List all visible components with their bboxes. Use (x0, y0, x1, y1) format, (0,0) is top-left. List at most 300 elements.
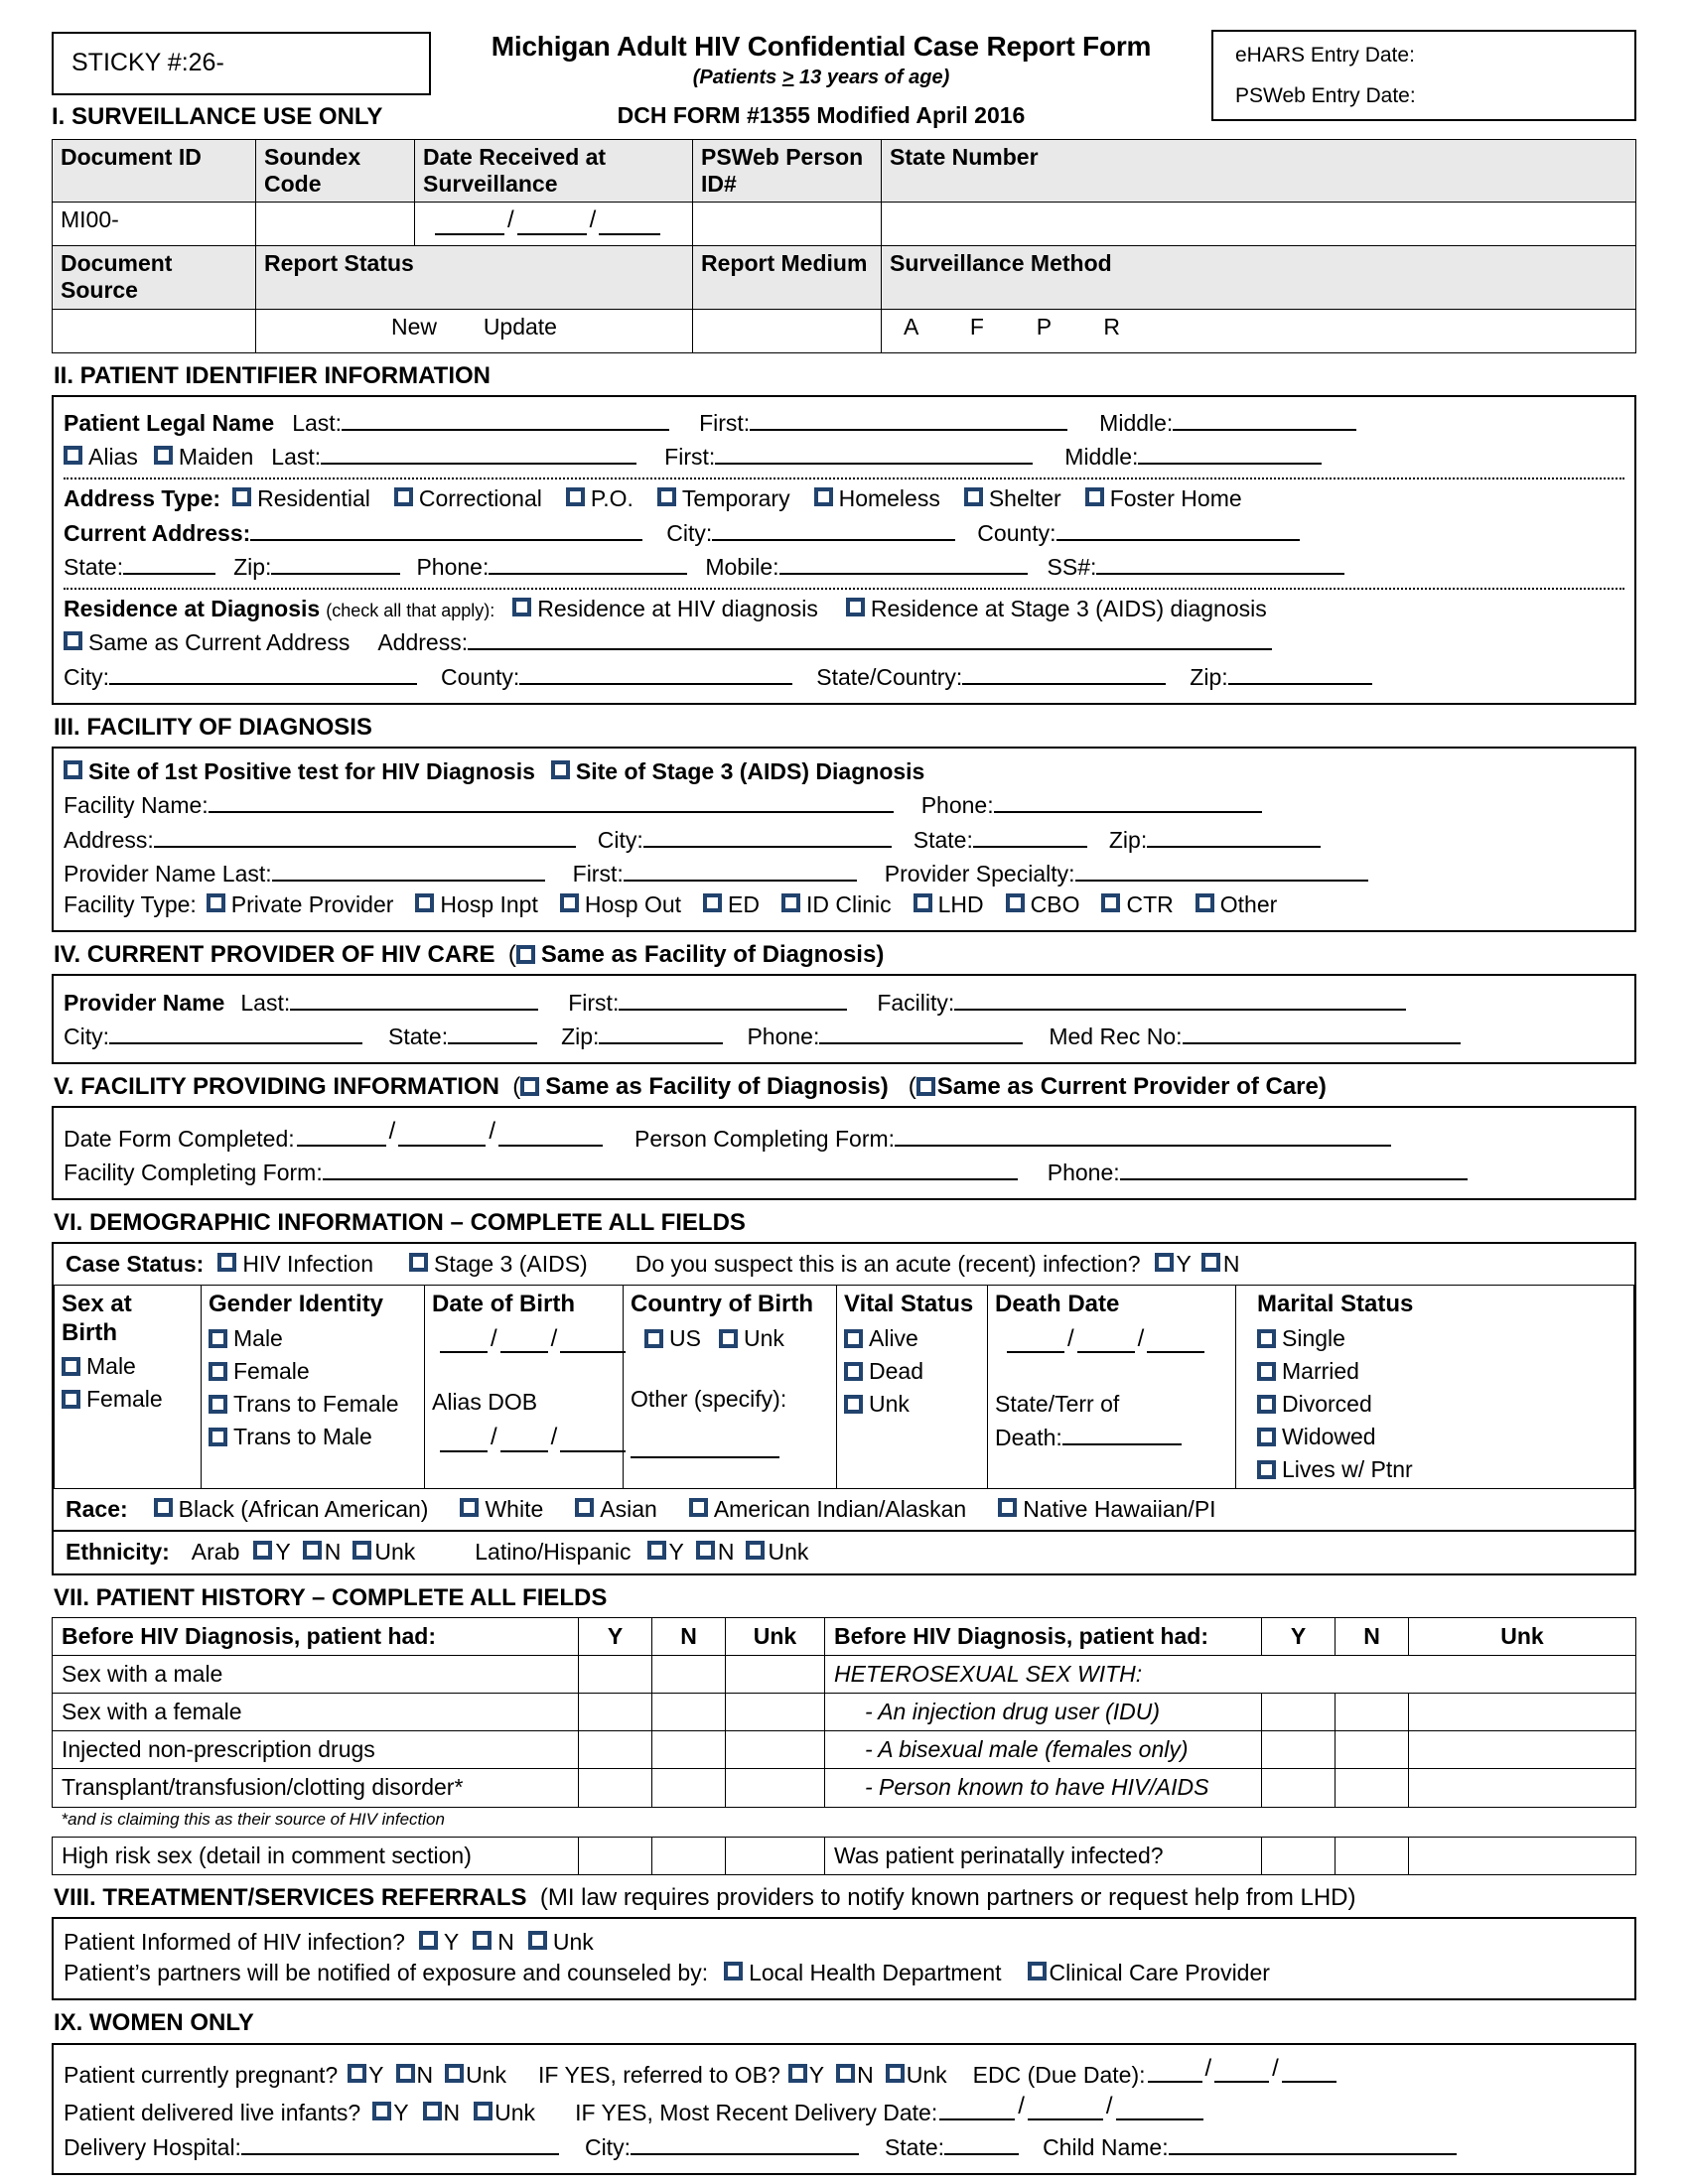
state-terr-of-label: State/Terr of (995, 1391, 1120, 1418)
delivered-question: Patient delivered live infants? (64, 2100, 361, 2126)
delivered-infants-row (64, 2093, 1624, 2126)
informed-unk-checkbox[interactable] (528, 1931, 547, 1950)
acute-no-checkbox[interactable] (1201, 1253, 1220, 1272)
zip-label: Zip: (233, 553, 272, 580)
residence-at-diagnosis-row (64, 596, 1624, 622)
alias-first-label: First: (664, 444, 716, 471)
marital-married-checkbox[interactable] (1257, 1362, 1276, 1381)
state-zip-phone-row (64, 551, 1624, 590)
cell-marital-status (1236, 1286, 1634, 1489)
same-as-current-address-label: Same as Current Address (88, 629, 351, 656)
residence-stage3-label: Residence at Stage 3 (AIDS) diagnosis (870, 596, 1267, 622)
cell-gender-identity (202, 1286, 425, 1489)
history-cell-n[interactable] (652, 1837, 726, 1874)
table-row (55, 1286, 1634, 1489)
section-3-title: III. FACILITY OF DIAGNOSIS (54, 713, 372, 741)
date-form-completed-row: Date Form Completed: / / Person Completing Form: (64, 1118, 1624, 1152)
table-row (53, 1617, 1636, 1655)
section-2-box (52, 395, 1636, 705)
history-cell-unk[interactable] (726, 1769, 825, 1807)
maiden-label: Maiden (178, 444, 254, 471)
child-name-label: Child Name: (1043, 2133, 1169, 2160)
acute-yes-checkbox[interactable] (1155, 1253, 1174, 1272)
pregnant-no-checkbox[interactable] (396, 2064, 415, 2083)
site-stage3-checkbox[interactable] (551, 760, 570, 779)
facility-type-label: Facility Type: (64, 890, 197, 917)
cell-vital-status (837, 1286, 988, 1489)
facility-type-id-clinic-label: ID Clinic (805, 890, 892, 917)
delivered-no-checkbox[interactable] (423, 2102, 442, 2120)
facility-type-ctr-label: CTR (1126, 890, 1174, 917)
col-report-status: Report Status (256, 246, 693, 309)
most-recent-delivery-input[interactable]: / / (937, 2093, 1204, 2120)
section-9-title: IX. WOMEN ONLY (54, 2009, 254, 2037)
history-cell-n[interactable] (1336, 1731, 1409, 1769)
section-8-title (54, 1884, 1636, 1912)
facility-type-private-provider-label: Private Provider (230, 890, 394, 917)
col-surveillance-method: Surveillance Method (882, 246, 1636, 309)
form-title: Michigan Adult HIV Confidential Case Report Form (491, 31, 1152, 62)
gender-female-checkbox[interactable] (209, 1362, 227, 1381)
phone-label: Phone: (416, 553, 490, 580)
maiden-checkbox[interactable] (154, 446, 173, 465)
section4-same-as-facility-label: Same as Facility of Diagnosis (540, 941, 877, 969)
race-black-label: Black (African American) (178, 1496, 429, 1523)
country-unk-label: Unk (743, 1324, 784, 1351)
referred-ob-yes-checkbox[interactable] (788, 2064, 807, 2083)
address-type-foster-home-label: Foster Home (1109, 485, 1242, 512)
cell-report-medium[interactable] (693, 309, 882, 352)
history-row-high-risk-sex: High risk sex (detail in comment section) (53, 1837, 579, 1874)
facility-completing-form-label: Facility Completing Form: (64, 1159, 323, 1185)
history-cell-unk[interactable] (726, 1694, 825, 1731)
facility-provider-first-label: First: (572, 860, 624, 887)
site-first-positive-checkbox[interactable] (64, 760, 82, 779)
provider-first-label: First: (568, 989, 620, 1016)
table-row (53, 140, 1636, 203)
provider-zip-label: Zip: (561, 1023, 600, 1049)
section-1-title: I. SURVEILLANCE USE ONLY (52, 102, 383, 130)
residence-city-label: City: (64, 663, 109, 690)
facility-provider-row (64, 858, 1624, 887)
alias-dob-input[interactable]: / / (432, 1424, 628, 1451)
acute-yes-label: Y (1176, 1251, 1192, 1278)
gender-male-checkbox[interactable] (209, 1329, 227, 1348)
ethnicity-arab-label: Arab (191, 1539, 240, 1566)
delivered-yes-label: Y (393, 2100, 409, 2126)
facility-name-row (64, 789, 1624, 819)
table-row (53, 1769, 1636, 1807)
history-row-person-known-hiv: - Person known to have HIV/AIDS (825, 1769, 1262, 1807)
ethnicity-arab-no-checkbox[interactable] (303, 1541, 322, 1560)
gender-trans-to-male-label: Trans to Male (233, 1424, 372, 1450)
facility-type-hosp-out-checkbox[interactable] (560, 893, 579, 912)
address-type-residential-label: Residential (257, 485, 370, 512)
history-row-bisexual-male: - A bisexual male (females only) (825, 1731, 1262, 1769)
death-state-label: Death: (995, 1425, 1062, 1451)
facility-provider-name-label: Provider Name Last: (64, 860, 272, 887)
marital-lives-with-partner-label: Lives w/ Ptnr (1282, 1456, 1413, 1483)
vital-unk-checkbox[interactable] (844, 1395, 863, 1414)
ethnicity-latino-yes-checkbox[interactable] (647, 1541, 666, 1560)
history-right-y-header: Y (1262, 1617, 1336, 1655)
vital-status-header: Vital Status (844, 1291, 974, 1318)
facility-type-ctr-checkbox[interactable] (1101, 893, 1120, 912)
section-3-box (52, 747, 1636, 932)
current-address-row (64, 517, 1624, 547)
residence-hiv-label: Residence at HIV diagnosis (537, 596, 818, 622)
cell-sex-at-birth (55, 1286, 202, 1489)
death-date-input[interactable]: / / (995, 1325, 1206, 1353)
referred-ob-unk-checkbox[interactable] (886, 2064, 905, 2083)
address-type-shelter-checkbox[interactable] (964, 487, 983, 506)
partners-notified-row (64, 1960, 1624, 1986)
history-row-sex-with-female: Sex with a female (53, 1694, 579, 1731)
method-a[interactable]: A (904, 313, 918, 340)
history-cell-unk[interactable] (1409, 1694, 1636, 1731)
country-unk-checkbox[interactable] (719, 1329, 738, 1348)
legal-name-label: Patient Legal Name (64, 410, 275, 437)
case-status-hiv-checkbox[interactable] (217, 1253, 236, 1272)
ehars-entry-box[interactable] (1211, 30, 1636, 121)
ethnicity-arab-unk-checkbox[interactable] (352, 1541, 371, 1560)
residence-address-label: Address: (377, 629, 469, 656)
site-stage3-label: Site of Stage 3 (AIDS) Diagnosis (575, 758, 925, 785)
method-r[interactable]: R (1103, 313, 1121, 340)
provider-facility-label: Facility: (877, 989, 955, 1016)
history-cell-unk[interactable] (1409, 1837, 1636, 1874)
section4-same-as-facility-checkbox[interactable] (516, 945, 535, 964)
pregnant-question: Patient currently pregnant? (64, 2061, 339, 2088)
date-of-birth-header: Date of Birth (432, 1291, 575, 1318)
ethnicity-latino-label: Latino/Hispanic (475, 1539, 632, 1566)
death-date-header: Death Date (995, 1291, 1120, 1318)
cell-report-status[interactable] (256, 309, 693, 352)
history-cell-n[interactable] (1336, 1694, 1409, 1731)
country-other-input[interactable] (631, 1434, 779, 1458)
case-status-row (66, 1251, 1622, 1278)
section-8-title-text: VIII. TREATMENT/SERVICES REFERRALS (54, 1883, 527, 1911)
gender-female-label: Female (233, 1357, 310, 1384)
facility-type-row (64, 891, 1624, 918)
pregnant-no-label: N (416, 2061, 434, 2088)
vital-dead-checkbox[interactable] (844, 1362, 863, 1381)
section-4-title-text: IV. CURRENT PROVIDER OF HIV CARE (54, 941, 495, 969)
history-cell-y[interactable] (579, 1694, 652, 1731)
cell-surveillance-method[interactable] (882, 309, 1636, 352)
history-cell-y[interactable] (579, 1731, 652, 1769)
history-row-injected-drugs: Injected non-prescription drugs (53, 1731, 579, 1769)
table-row (53, 1807, 1636, 1837)
pregnant-yes-checkbox[interactable] (348, 2064, 366, 2083)
patient-informed-row (64, 1929, 1624, 1956)
sex-at-birth-header: Sex at Birth (62, 1291, 132, 1346)
provider-phone-label: Phone: (747, 1023, 820, 1049)
cell-date-of-birth (425, 1286, 624, 1489)
race-label: Race: (66, 1496, 128, 1523)
history-left-y-header: Y (579, 1617, 652, 1655)
informed-yes-checkbox[interactable] (419, 1931, 438, 1950)
history-cell-y[interactable] (579, 1837, 652, 1874)
race-native-hawaiian-checkbox[interactable] (998, 1498, 1017, 1517)
sex-female-checkbox[interactable] (62, 1390, 80, 1409)
vital-alive-label: Alive (869, 1324, 918, 1351)
race-native-hawaiian-label: Native Hawaiian/PI (1023, 1496, 1216, 1523)
alias-checkbox[interactable] (64, 446, 82, 465)
alias-last-label: Last: (271, 444, 322, 471)
history-row-idu: - An injection drug user (IDU) (825, 1694, 1262, 1731)
facility-type-hosp-inpt-label: Hosp Inpt (440, 890, 538, 917)
same-as-current-address-row (64, 626, 1624, 656)
history-cell-y[interactable] (1262, 1731, 1336, 1769)
gender-trans-to-male-checkbox[interactable] (209, 1428, 227, 1446)
death-state-input[interactable] (1062, 1422, 1182, 1445)
history-cell-y[interactable] (1262, 1837, 1336, 1874)
gender-trans-to-female-checkbox[interactable] (209, 1395, 227, 1414)
facility-type-other-checkbox[interactable] (1196, 893, 1214, 912)
residence-label: Residence at Diagnosis (64, 596, 321, 622)
cell-state-number[interactable] (882, 203, 1636, 246)
address-type-homeless-checkbox[interactable] (814, 487, 833, 506)
surveillance-use-table (52, 139, 1636, 353)
case-status-label: Case Status: (66, 1251, 205, 1278)
address-type-po-checkbox[interactable] (566, 487, 585, 506)
marital-divorced-label: Divorced (1282, 1390, 1372, 1417)
section5-same-as-facility-checkbox[interactable] (520, 1077, 539, 1096)
cell-country-of-birth (624, 1286, 837, 1489)
provider-last-label: Last: (240, 989, 291, 1016)
history-right-n-header: N (1336, 1617, 1409, 1655)
col-psweb-person-id: PSWeb Person ID# (693, 140, 882, 203)
referred-ob-unk-label: Unk (906, 2061, 947, 2088)
referred-ob-no-checkbox[interactable] (836, 2064, 855, 2083)
cell-document-id[interactable] (53, 203, 256, 246)
section-4-title: IV. CURRENT PROVIDER OF HIV CARE ( Same as Facility of Diagnosis) (54, 941, 885, 969)
person-completing-form-label: Person Completing Form: (633, 1125, 896, 1152)
section5-same-as-provider-checkbox[interactable] (916, 1077, 935, 1096)
race-black-checkbox[interactable] (154, 1498, 173, 1517)
history-left-n-header: N (652, 1617, 726, 1655)
history-left-unk-header: Unk (726, 1617, 825, 1655)
marital-widowed-label: Widowed (1282, 1424, 1376, 1450)
cell-document-source[interactable] (53, 309, 256, 352)
informed-yes-label: Y (443, 1928, 460, 1955)
delivery-hospital-row (64, 2130, 1624, 2160)
current-address-label: Current Address: (64, 519, 251, 546)
history-cell-unk[interactable] (726, 1656, 825, 1694)
history-row-transplant: Transplant/transfusion/clotting disorder* (53, 1769, 579, 1807)
history-right-unk-header: Unk (1409, 1617, 1636, 1655)
table-row (53, 1731, 1636, 1769)
delivery-city-label: City: (584, 2133, 631, 2160)
report-status-update[interactable]: Update (483, 313, 557, 340)
patient-legal-name-row (64, 407, 1624, 437)
country-us-checkbox[interactable] (644, 1329, 663, 1348)
history-cell-unk[interactable] (1409, 1769, 1636, 1807)
gender-identity-header: Gender Identity (209, 1291, 384, 1318)
delivered-yes-checkbox[interactable] (372, 2102, 391, 2120)
case-status-stage3-label: Stage 3 (AIDS) (434, 1251, 588, 1278)
patient-informed-question: Patient Informed of HIV infection? (64, 1928, 405, 1955)
delivery-hospital-label: Delivery Hospital: (64, 2133, 241, 2160)
table-row (53, 1837, 1636, 1874)
ethnicity-row (66, 1539, 1622, 1566)
acute-no-label: N (1222, 1251, 1240, 1278)
address-type-shelter-label: Shelter (988, 485, 1061, 512)
ethnicity-latino-no-checkbox[interactable] (696, 1541, 715, 1560)
facility-type-id-clinic-checkbox[interactable] (781, 893, 800, 912)
address-type-temporary-checkbox[interactable] (657, 487, 676, 506)
gender-trans-to-female-label: Trans to Female (233, 1390, 399, 1417)
address-type-foster-home-checkbox[interactable] (1085, 487, 1104, 506)
section-9-box (52, 2043, 1636, 2175)
provider-city-label: City: (64, 1023, 109, 1049)
delivered-unk-checkbox[interactable] (474, 2102, 492, 2120)
ethnicity-latino-no-label: N (717, 1539, 735, 1566)
facility-type-ed-label: ED (728, 890, 760, 917)
residence-stage3-checkbox[interactable] (846, 598, 865, 616)
marital-married-label: Married (1282, 1357, 1359, 1384)
history-cell-n[interactable] (1336, 1837, 1409, 1874)
facility-type-lhd-label: LHD (937, 890, 984, 917)
gender-male-label: Male (233, 1324, 283, 1351)
history-cell-unk[interactable] (726, 1837, 825, 1874)
vital-unk-label: Unk (869, 1390, 910, 1417)
history-cell-y[interactable] (579, 1769, 652, 1807)
history-cell-y[interactable] (1262, 1694, 1336, 1731)
history-cell-y[interactable] (579, 1656, 652, 1694)
section-6-box (52, 1242, 1636, 1574)
mobile-label: Mobile: (705, 553, 779, 580)
date-of-birth-input[interactable]: / / (432, 1325, 628, 1353)
race-white-checkbox[interactable] (460, 1498, 479, 1517)
edc-due-date-input[interactable]: / / (1146, 2055, 1338, 2083)
provider-name-row (64, 986, 1624, 1016)
history-cell-n[interactable] (1336, 1769, 1409, 1807)
history-cell-unk[interactable] (1409, 1731, 1636, 1769)
title-block (431, 22, 1211, 129)
cell-soundex-code[interactable] (256, 203, 415, 246)
col-document-source: Document Source (53, 246, 256, 309)
residence-zip-label: Zip: (1190, 663, 1228, 690)
last-label: Last: (292, 410, 343, 437)
facility-type-other-label: Other (1219, 890, 1278, 917)
alias-label: Alias (88, 444, 138, 471)
lhd-label: Local Health Department (749, 1960, 1002, 1986)
lhd-checkbox[interactable] (724, 1962, 743, 1980)
address-type-homeless-label: Homeless (838, 485, 940, 512)
residence-hiv-checkbox[interactable] (512, 598, 531, 616)
report-status-new[interactable]: New (391, 313, 438, 340)
informed-no-checkbox[interactable] (473, 1931, 492, 1950)
facility-type-lhd-checkbox[interactable] (914, 893, 932, 912)
cell-date-received[interactable]: / / (415, 203, 693, 246)
facility-type-private-provider-checkbox[interactable] (207, 893, 225, 912)
facility-name-label: Facility Name: (64, 792, 209, 819)
marital-divorced-checkbox[interactable] (1257, 1395, 1276, 1414)
case-status-stage3-checkbox[interactable] (409, 1253, 428, 1272)
country-other-label: Other (specify): (631, 1385, 787, 1412)
document-id-prefix: MI00- (61, 206, 119, 233)
address-type-correctional-checkbox[interactable] (394, 487, 413, 506)
facility-city-label: City: (597, 826, 643, 853)
delivery-state-label: State: (884, 2133, 945, 2160)
case-status-hiv-label: HIV Infection (242, 1251, 374, 1278)
city-label: City: (666, 519, 713, 546)
address-type-row (64, 485, 1624, 512)
col-state-number: State Number (882, 140, 1636, 203)
col-soundex-code: Soundex Code (256, 140, 415, 203)
history-cell-n[interactable] (652, 1731, 726, 1769)
referred-ob-yes-label: Y (808, 2061, 825, 2088)
section-2-title: II. PATIENT IDENTIFIER INFORMATION (54, 361, 491, 389)
sticky-number-box[interactable] (52, 32, 431, 95)
table-row (53, 309, 1636, 352)
ethnicity-latino-unk-checkbox[interactable] (746, 1541, 765, 1560)
clinical-care-provider-checkbox[interactable] (1028, 1962, 1047, 1980)
vital-dead-label: Dead (869, 1357, 923, 1384)
section5-same-as-facility-label: Same as Facility of Diagnosis (545, 1072, 881, 1100)
history-cell-n[interactable] (652, 1656, 726, 1694)
method-p[interactable]: P (1036, 313, 1052, 340)
history-cell-n[interactable] (652, 1769, 726, 1807)
history-cell-y[interactable] (1262, 1769, 1336, 1807)
ehars-entry-date-label: eHARS Entry Date: (1235, 44, 1415, 67)
ethnicity-arab-yes-checkbox[interactable] (253, 1541, 272, 1560)
facility-state-label: State: (913, 826, 973, 853)
site-options-row (64, 758, 1624, 785)
marital-widowed-checkbox[interactable] (1257, 1428, 1276, 1446)
table-row (53, 1694, 1636, 1731)
history-cell-n[interactable] (652, 1694, 726, 1731)
col-date-received: Date Received at Surveillance (415, 140, 693, 203)
section-8-box (52, 1917, 1636, 2000)
patient-history-table (52, 1617, 1636, 1875)
residence-state-country-label: State/Country: (816, 663, 963, 690)
demographics-table (54, 1285, 1634, 1489)
marital-single-checkbox[interactable] (1257, 1329, 1276, 1348)
address-type-residential-checkbox[interactable] (232, 487, 251, 506)
facility-type-hosp-inpt-checkbox[interactable] (415, 893, 434, 912)
cell-psweb-person-id[interactable] (693, 203, 882, 246)
section-4-box (52, 974, 1636, 1064)
date-form-completed-label: Date Form Completed: (64, 1125, 295, 1152)
referred-ob-question: IF YES, referred to OB? (538, 2061, 780, 2088)
vital-alive-checkbox[interactable] (844, 1329, 863, 1348)
provider-city-row (64, 1021, 1624, 1050)
sex-male-checkbox[interactable] (62, 1357, 80, 1376)
history-cell-unk[interactable] (726, 1731, 825, 1769)
residence-note: (check all that apply): (326, 601, 495, 621)
same-as-current-address-checkbox[interactable] (64, 631, 82, 650)
race-asian-checkbox[interactable] (575, 1498, 594, 1517)
race-asian-label: Asian (600, 1496, 657, 1523)
acute-infection-question: Do you suspect this is an acute (recent) infection? (634, 1251, 1141, 1278)
section-6-title: VI. DEMOGRAPHIC INFORMATION – COMPLETE ALL FIELDS (54, 1208, 746, 1236)
race-american-indian-checkbox[interactable] (689, 1498, 708, 1517)
facility-type-ed-checkbox[interactable] (703, 893, 722, 912)
section-5-title: V. FACILITY PROVIDING INFORMATION ( Same as Facility of Diagnosis) ( Same as Current Provider of Care) (54, 1072, 1327, 1100)
county-label: County: (977, 519, 1056, 546)
method-f[interactable]: F (969, 313, 984, 340)
address-type-po-label: P.O. (590, 485, 633, 512)
provider-state-label: State: (388, 1023, 449, 1049)
race-american-indian-label: American Indian/Alaskan (713, 1496, 967, 1523)
facility-type-cbo-checkbox[interactable] (1006, 893, 1025, 912)
ethnicity-label: Ethnicity: (66, 1539, 170, 1566)
pregnant-unk-checkbox[interactable] (445, 2064, 464, 2083)
marital-lives-with-partner-checkbox[interactable] (1257, 1460, 1276, 1479)
